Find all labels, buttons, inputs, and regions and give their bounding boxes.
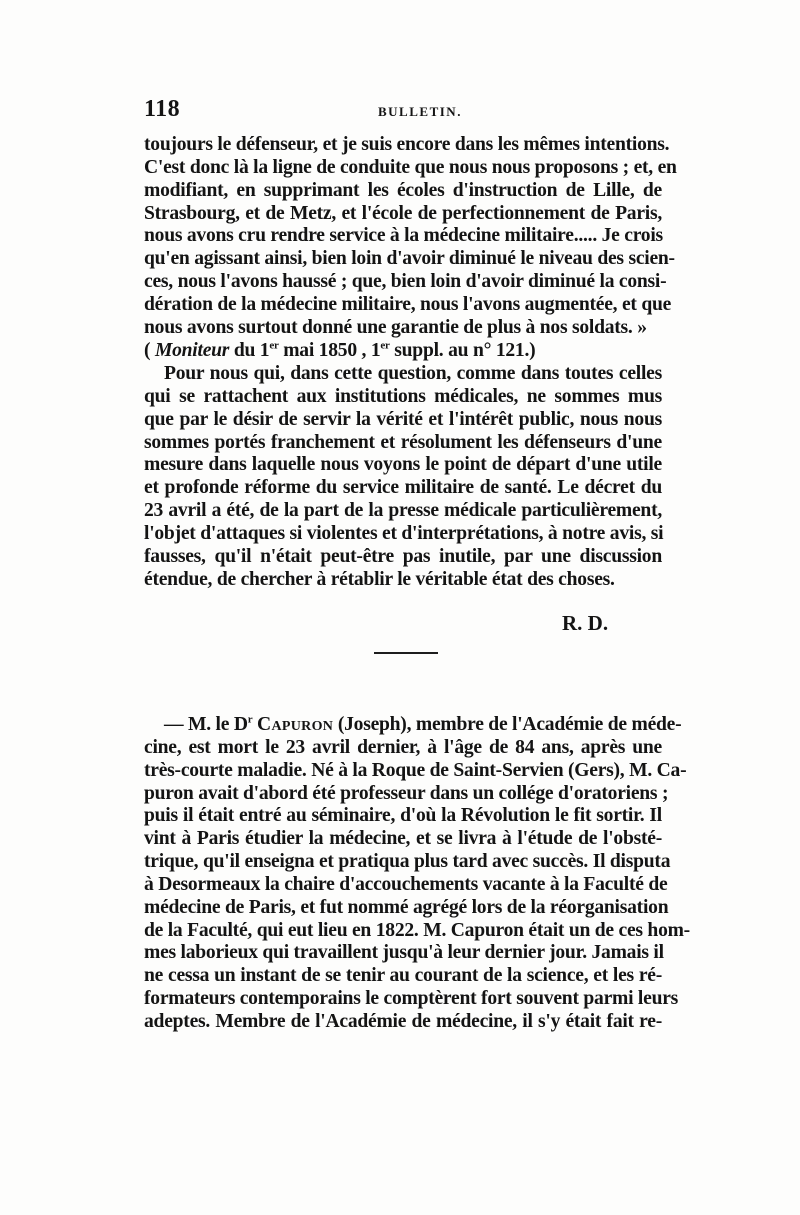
paragraph-commentary bbox=[144, 363, 662, 591]
text-line: étendue, de chercher à rétablir le véritable état des choses. bbox=[144, 568, 615, 590]
paragraph-quote bbox=[144, 134, 677, 362]
text-line: à Desormeaux la chaire d'accouchements vacante à la Faculté de bbox=[144, 873, 668, 895]
page-header bbox=[144, 96, 662, 126]
text-line: fausses, qu'il n'était peut-être pas inutile, par une discussion bbox=[144, 545, 662, 567]
text-line: formateurs contemporains le comptèrent fort souvent parmi leurs bbox=[144, 988, 679, 1010]
citation-sup: er bbox=[380, 339, 390, 352]
obituary-name: Capuron bbox=[257, 714, 334, 735]
text-line: nous avons cru rendre service à la médecine militaire..... Je crois bbox=[144, 225, 663, 247]
paragraph-obituary bbox=[144, 713, 690, 1034]
obituary-sup: r bbox=[247, 713, 253, 726]
author-signature: R. D. bbox=[562, 611, 609, 635]
text-line: puis il était entré au séminaire, d'où la Révolution le fit sortir. Il bbox=[144, 805, 662, 827]
text-line: très-courte maladie. Né à la Roque de Saint-Servien (Gers), M. Ca- bbox=[144, 759, 687, 781]
obituary-lead-line bbox=[144, 713, 682, 737]
page-number: 118 bbox=[144, 96, 181, 122]
text-line: l'objet d'attaques si violentes et d'interprétations, à notre avis, si bbox=[144, 522, 664, 544]
obituary-dash: — M. le D bbox=[164, 714, 248, 735]
citation-text: suppl. au n° 121.) bbox=[389, 339, 536, 361]
text-line: adeptes. Membre de l'Académie de médecine, il s'y était fait re- bbox=[144, 1010, 662, 1032]
text-line: 23 avril a été, de la part de la presse médicale particulièrement, bbox=[144, 500, 662, 522]
obituary-rest: (Joseph), membre de l'Académie de méde- bbox=[333, 714, 682, 735]
text-line: dération de la médecine militaire, nous l'avons augmentée, et que bbox=[144, 293, 672, 315]
citation-sup: er bbox=[269, 339, 279, 352]
running-head: BULLETIN. bbox=[378, 104, 462, 119]
text-line: médecine de Paris, et fut nommé agrégé lors de la réorganisation bbox=[144, 896, 669, 918]
text-line: puron avait d'abord été professeur dans un collége d'oratoriens ; bbox=[144, 782, 669, 804]
text-line: nous avons surtout donné une garantie de plus à nos soldats. » bbox=[144, 316, 647, 338]
text-line: qu'en agissant ainsi, bien loin d'avoir diminué le niveau des scien- bbox=[144, 248, 675, 270]
text-line: toujours le défenseur, et je suis encore dans les mêmes intentions. bbox=[144, 134, 670, 155]
text-line: ces, nous l'avons haussé ; que, bien loin d'avoir diminué la consi- bbox=[144, 271, 667, 293]
section-divider bbox=[374, 652, 438, 654]
text-line: mes laborieux qui travaillent jusqu'à leur dernier jour. Jamais il bbox=[144, 942, 664, 964]
text-line: et profonde réforme du service militaire de santé. Le décret du bbox=[144, 477, 662, 499]
text-line: que par le désir de servir la vérité et l'intérêt public, nous nous bbox=[144, 408, 662, 430]
text-line: qui se rattachent aux institutions médicales, ne sommes mus bbox=[144, 385, 662, 407]
text-line: Pour nous qui, dans cette question, comme dans toutes celles bbox=[164, 363, 662, 384]
text-line: Strasbourg, et de Metz, et l'école de perfectionnement de Paris, bbox=[144, 202, 662, 224]
citation-open: ( bbox=[144, 339, 155, 361]
citation-text: du 1 bbox=[229, 339, 270, 361]
citation-source: Moniteur bbox=[154, 339, 230, 361]
text-line: de la Faculté, qui eut lieu en 1822. M. Capuron était un de ces hom- bbox=[144, 919, 690, 941]
text-line: C'est donc là la ligne de conduite que nous nous proposons ; et, en bbox=[144, 156, 677, 178]
text-line: vint à Paris étudier la médecine, et se livra à l'étude de l'obsté- bbox=[144, 828, 662, 850]
citation-text: mai 1850 , 1 bbox=[278, 339, 381, 361]
text-line: mesure dans laquelle nous voyons le point de départ d'une utile bbox=[144, 454, 662, 476]
text-line: trique, qu'il enseigna et pratiqua plus tard avec succès. Il disputa bbox=[144, 851, 671, 873]
text-line: cine, est mort le 23 avril dernier, à l'âge de 84 ans, après une bbox=[144, 736, 662, 758]
text-line: modifiant, en supprimant les écoles d'instruction de Lille, de bbox=[144, 179, 662, 201]
text-line: sommes portés franchement et résolument les défenseurs d'une bbox=[144, 431, 662, 453]
citation-line bbox=[144, 340, 662, 363]
text-line: ne cessa un instant de se tenir au courant de la science, et les ré- bbox=[144, 965, 662, 987]
